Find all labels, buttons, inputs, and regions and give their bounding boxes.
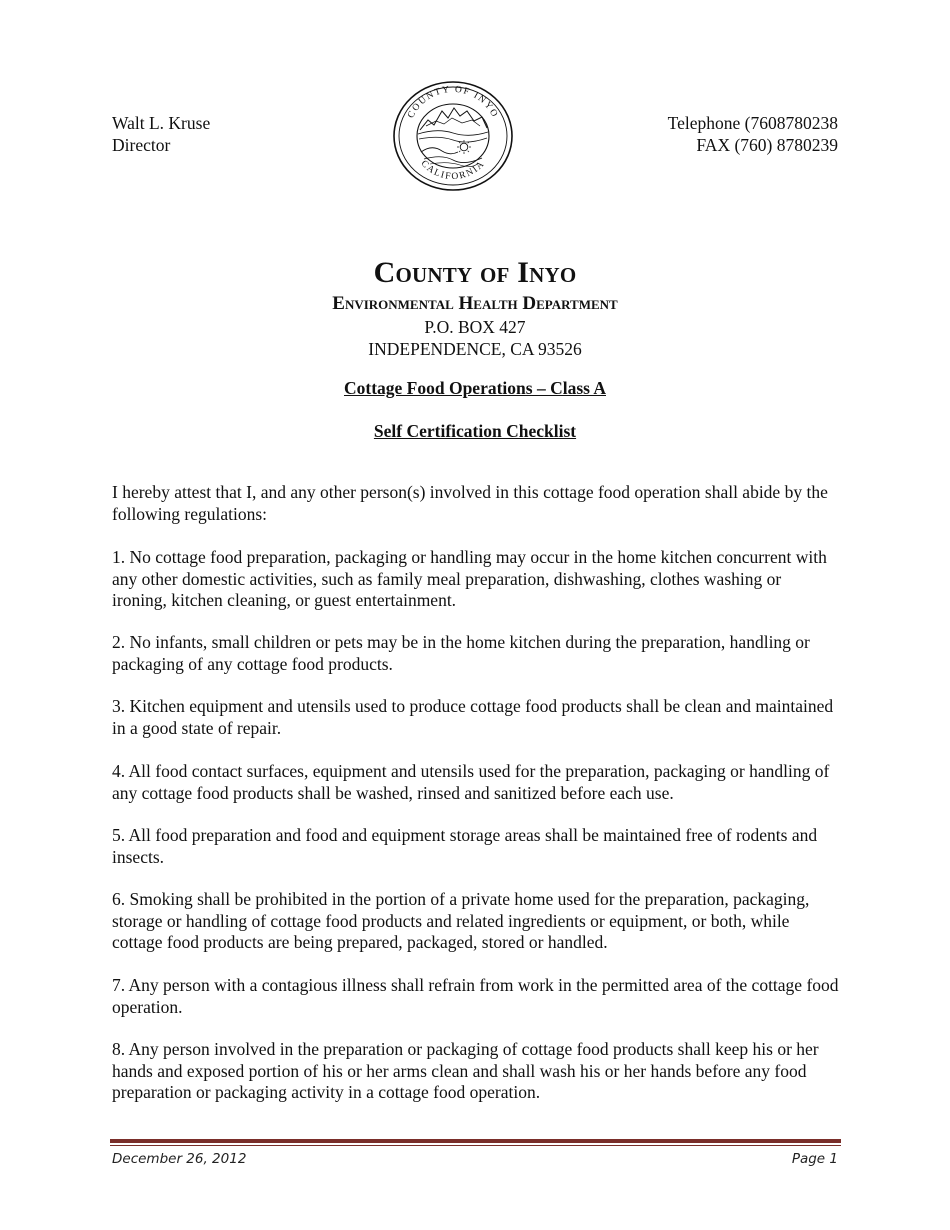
form-title: Cottage Food Operations – Class A [343,378,606,398]
fax-number: FAX (760) 8780239 [696,135,838,155]
telephone-number: Telephone (7608780238 [667,113,838,133]
regulation-item-4: 4. All food contact surfaces, equipment and utensils used for the preparation, packaging or handling of any cottage food products shall be washed, rinsed and sanitized before each use. [112,761,830,803]
regulation-item-8: 8. Any person involved in the preparation or packaging of cottage food products shall keep his or her hands and exposed portion of his or her arms clean and shall wash his or her hands before any food preparation or packaging activity in a cottage food operation. [112,1039,819,1102]
svg-text:CALIFORNIA [419,159,488,182]
footer-rule-thin [110,1145,841,1146]
director-name: Walt L. Kruse [112,113,211,133]
page-number: Page 1 [791,1151,838,1167]
seal-top-text: COUNTY OF INYO [406,84,500,121]
regulation-item-2: 2. No infants, small children or pets may be in the home kitchen during the preparation, handling or packaging of any cottage food products. [112,632,810,674]
county-title: County of Inyo [373,256,577,289]
seal-bottom-text: CALIFORNIA [418,158,488,183]
form-subtitle: Self Certification Checklist [373,421,577,441]
regulation-item-7: 7. Any person with a contagious illness shall refrain from work in the permitted area of the cottage food operation. [112,975,839,1017]
footer-date: December 26, 2012 [112,1151,247,1167]
regulation-item-1: 1. No cottage food preparation, packaging or handling may occur in the home kitchen concurrent with any other domestic activities, such as family meal preparation, dishwashing, clothes washing or ironing, kitchen cleaning, or guest entertainment. [112,547,827,610]
regulation-item-6: 6. Smoking shall be prohibited in the portion of a private home used for the preparation, packaging, storage or handling of cottage food products and related ingredients or equipment, or both, while cottage food products are being prepared, packaged, stored or handled. [112,889,810,952]
address-line-1: P.O. BOX 427 [424,317,526,337]
director-title: Director [112,135,171,155]
regulation-item-5: 5. All food preparation and food and equipment storage areas shall be maintained free of rodents and insects. [112,825,818,867]
address-line-2: INDEPENDENCE, CA 93526 [368,339,582,359]
regulation-item-3: 3. Kitchen equipment and utensils used to produce cottage food products shall be clean and maintained in a good state of repair. [112,696,834,738]
footer-rule-thick [110,1139,841,1143]
department-title: Environmental Health Department [332,293,618,314]
intro-paragraph: I hereby attest that I, and any other person(s) involved in this cottage food operation shall abide by the following regulations: [112,482,828,524]
county-seal-icon [392,80,514,192]
